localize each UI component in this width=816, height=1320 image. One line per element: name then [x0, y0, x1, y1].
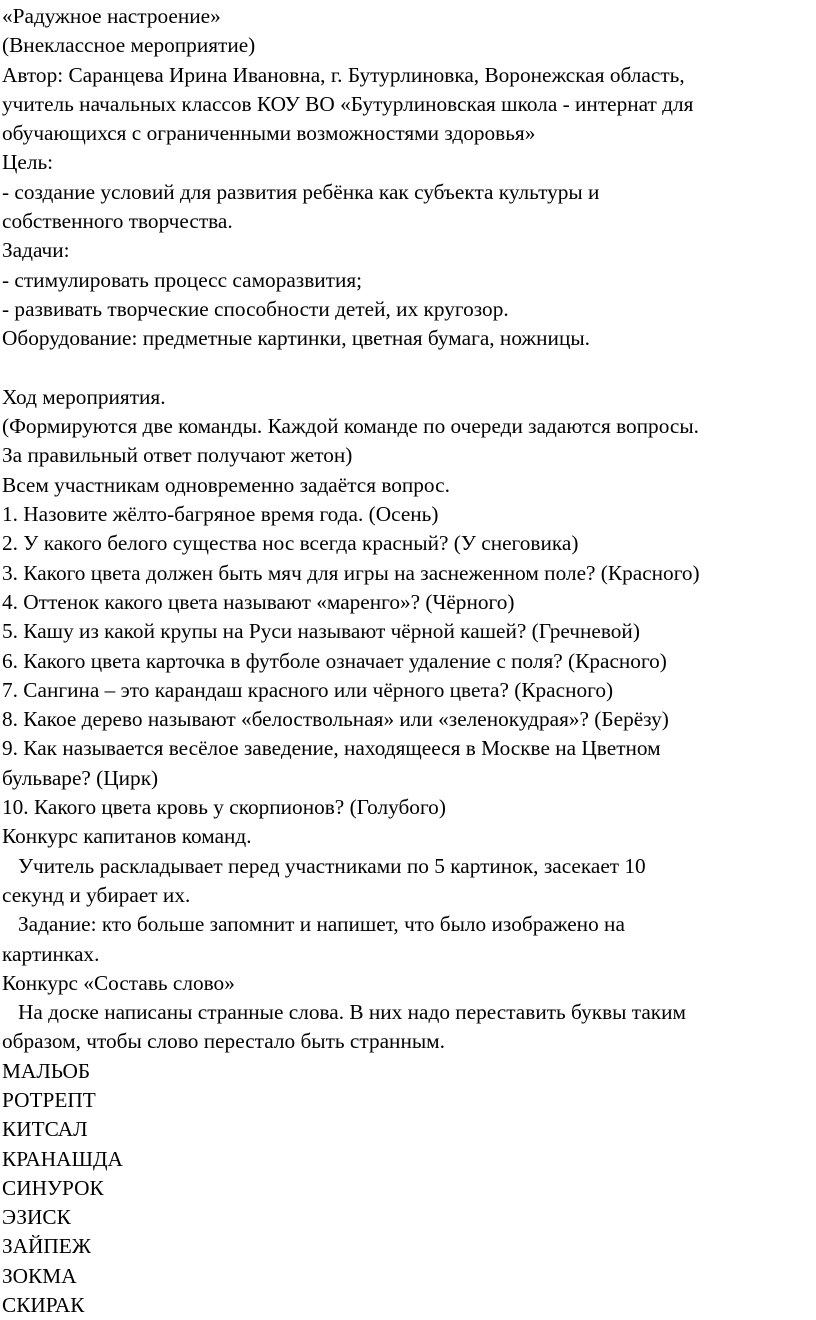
spacer [2, 354, 816, 383]
question-item: 10. Какого цвета кровь у скорпионов? (Голубого) [2, 795, 446, 820]
document-subtitle: (Внеклассное мероприятие) [2, 33, 256, 58]
question-item: 9. Как называется весёлое заведение, находящееся в Москве на Цветном [2, 736, 661, 761]
equipment-line: Оборудование: предметные картинки, цветная бумага, ножницы. [2, 326, 590, 351]
scrambled-word: СИНУРОК [2, 1175, 104, 1200]
goal-heading: Цель: [2, 150, 54, 175]
scrambled-word: ЭЗИСК [2, 1205, 71, 1230]
question-item: 1. Назовите жёлто-багряное время года. (Осень) [2, 502, 439, 527]
scrambled-word: ЗОКМА [2, 1263, 77, 1288]
task-item: - стимулировать процесс саморазвития; [2, 267, 363, 292]
word-contest-line: образом, чтобы слово перестало быть странным. [2, 1029, 445, 1054]
captains-heading: Конкурс капитанов команд. [2, 824, 252, 849]
course-intro-line: (Формируются две команды. Каждой команде по очереди задаются вопросы. [2, 414, 699, 439]
question-item: 4. Оттенок какого цвета называют «маренго»? (Чёрного) [2, 589, 515, 614]
scrambled-word: КИТСАЛ [2, 1117, 88, 1142]
question-item: 6. Какого цвета карточка в футболе означает удаление с поля? (Красного) [2, 648, 667, 673]
captains-line: картинках. [2, 941, 100, 966]
captains-line: Учитель раскладывает перед участниками по 5 картинок, засекает 10 [2, 853, 646, 878]
tasks-heading: Задачи: [2, 238, 70, 263]
scrambled-word: КРАНАШДА [2, 1146, 123, 1171]
question-item: 2. У какого белого существа нос всегда красный? (У снеговика) [2, 531, 579, 556]
course-intro-line: За правильный ответ получают жетон) [2, 443, 353, 468]
captains-line: Задание: кто больше запомнит и напишет, что было изображено на [2, 912, 625, 937]
task-item: - развивать творческие способности детей, их кругозор. [2, 296, 509, 321]
author-line: учитель начальных классов КОУ ВО «Бутурлиновская школа - интернат для [2, 91, 694, 116]
question-item: 8. Какое дерево называют «белоствольная» или «зеленокудрая»? (Берёзу) [2, 707, 669, 732]
goal-line: собственного творчества. [2, 209, 233, 234]
scrambled-word: РОТРЕПТ [2, 1087, 96, 1112]
question-item: бульваре? (Цирк) [2, 765, 159, 790]
word-contest-heading: Конкурс «Составь слово» [2, 970, 235, 995]
goal-line: - создание условий для развития ребёнка как субъекта культуры и [2, 179, 600, 204]
author-line: Автор: Саранцева Ирина Ивановна, г. Бутурлиновка, Воронежская область, [2, 62, 685, 87]
scrambled-word: МАЛЬОБ [2, 1058, 91, 1083]
course-intro-line: Всем участникам одновременно задаётся вопрос. [2, 472, 450, 497]
document-title: «Радужное настроение» [2, 4, 221, 28]
question-item: 7. Сангина – это карандаш красного или чёрного цвета? (Красного) [2, 677, 614, 702]
captains-line: секунд и убирает их. [2, 882, 191, 907]
scrambled-word: СКИРАК [2, 1293, 85, 1318]
word-contest-line: На доске написаны странные слова. В них надо переставить буквы таким [2, 1000, 687, 1025]
scrambled-word: ЗАЙПЕЖ [2, 1234, 91, 1259]
question-item: 5. Кашу из какой крупы на Руси называют чёрной кашей? (Гречневой) [2, 619, 640, 644]
question-item: 3. Какого цвета должен быть мяч для игры на заснеженном поле? (Красного) [2, 560, 700, 585]
course-heading: Ход мероприятия. [2, 384, 166, 409]
author-line: обучающихся с ограниченными возможностями здоровья» [2, 121, 536, 146]
